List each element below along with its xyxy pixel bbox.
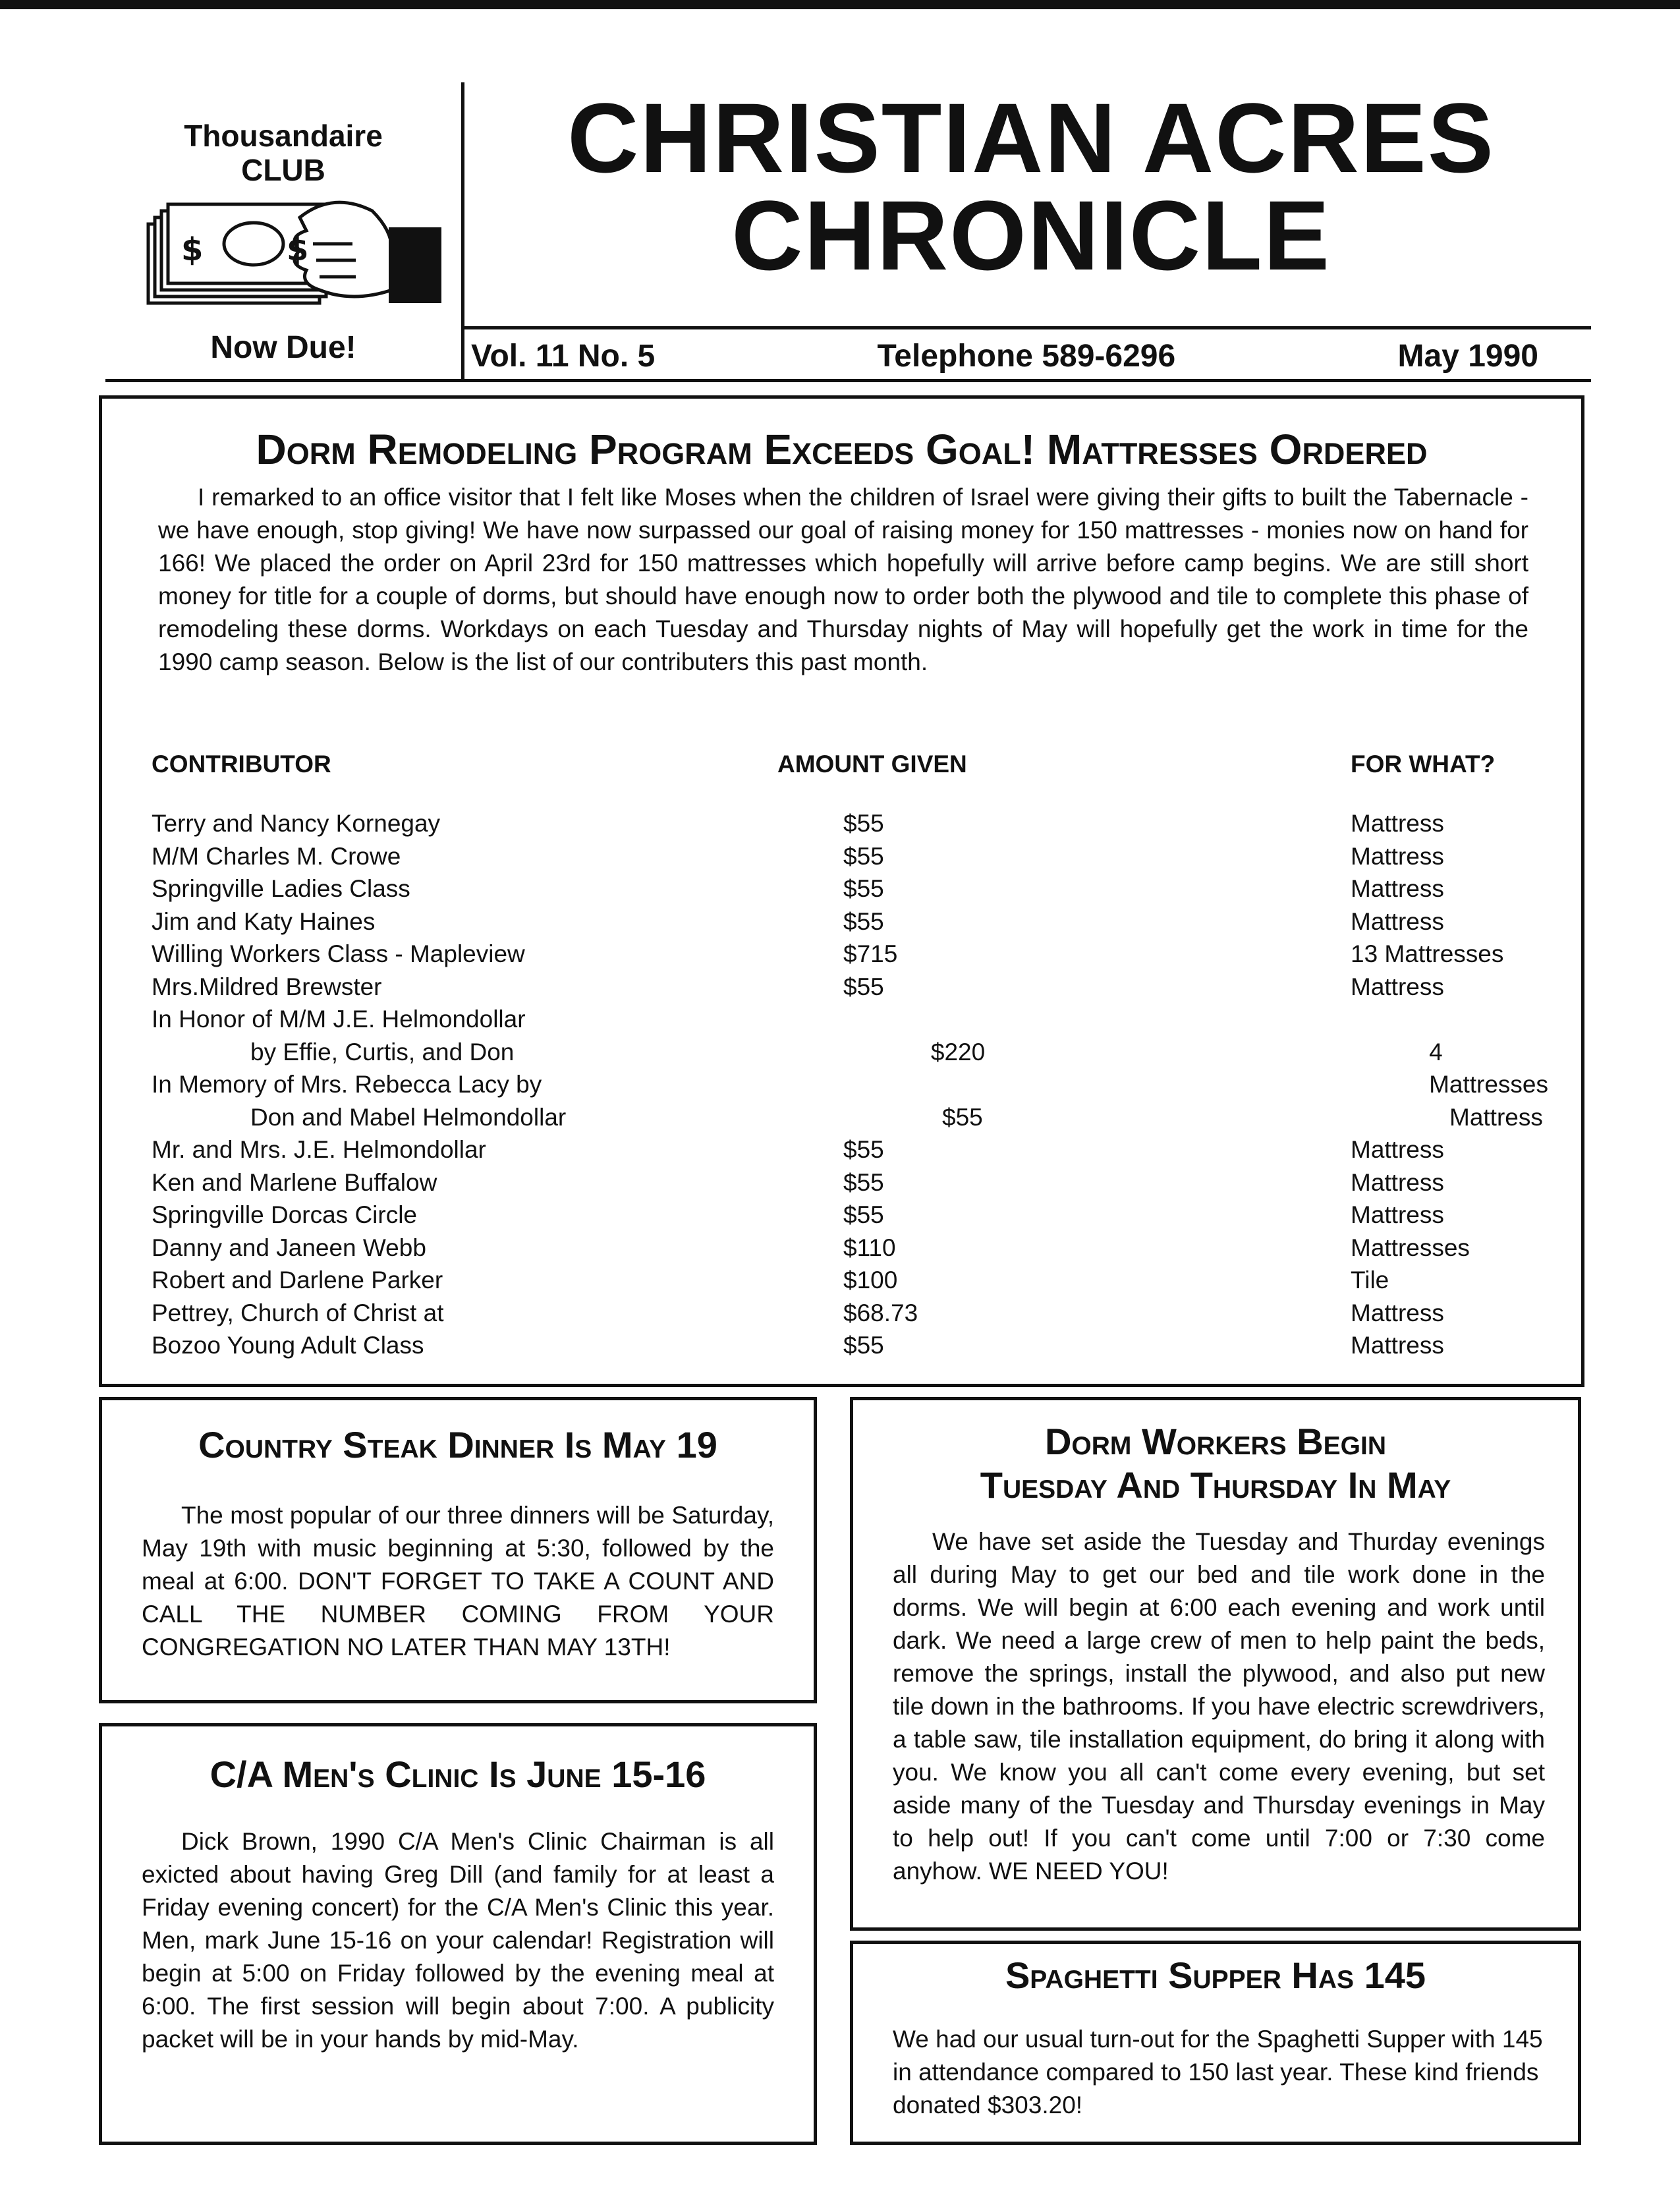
for-what: 4 Mattresses: [1429, 1038, 1548, 1098]
contributor-name: Terry and Nancy Kornegay: [152, 810, 441, 837]
table-row: [152, 1264, 1548, 1297]
contributor-name: Willing Workers Class - Mapleview: [152, 940, 525, 967]
contributor-table: [152, 741, 1548, 1362]
amount-given: $55: [843, 907, 884, 935]
for-what: Mattress: [1351, 1168, 1444, 1196]
contributor-name: In Memory of Mrs. Rebecca Lacy by: [152, 1071, 542, 1098]
for-what: [1351, 1003, 1548, 1036]
for-what: Mattress: [1351, 1332, 1444, 1359]
amount-given: [777, 1003, 1351, 1036]
for-what: Mattress: [1351, 973, 1444, 1000]
telephone: Telephone 589-6296: [877, 338, 1176, 374]
table-row: [152, 1101, 1548, 1134]
amount-given: [777, 1068, 1351, 1101]
amount-given: $220: [930, 1038, 986, 1066]
for-what: [1351, 1068, 1548, 1101]
table-row: [152, 872, 1548, 905]
contributor-name: M/M Charles M. Crowe: [152, 842, 401, 870]
masthead-divider: [461, 82, 464, 379]
contributor-name: Danny and Janeen Webb: [152, 1234, 426, 1261]
amount-given: $55: [843, 1201, 884, 1228]
dorm-workers-body: We have set aside the Tuesday and Thurday evenings all during May to get our bed and tile work done in the dorms. We will begin at 6:00 each evening and work until dark. We need a large crew of men to help paint the beds, remove the springs, install the plywood, and also put new tile down in the bathrooms. If you have electric screwdrivers, a table saw, tile installation equipment, do bring it along with you. We know you all can't come every evening, but set aside many of the Tuesday and Thursday evenings in May to help out! If you can't come until 7:00 or 7:30 come anyhow. WE NEED YOU!: [893, 1528, 1545, 1885]
spaghetti-supper-body: We had our usual turn-out for the Spaghetti Supper with 145 in attendance compared to 150 last year. These kind friends donated $303.20!: [893, 2026, 1543, 2119]
contributor-name: Ken and Marlene Buffalow: [152, 1168, 437, 1196]
amount-given: $55: [843, 1136, 884, 1163]
contributor-name: Mr. and Mrs. J.E. Helmondollar: [152, 1136, 486, 1163]
amount-given: $55: [843, 875, 884, 902]
amount-given: $100: [843, 1266, 898, 1294]
amount-given: $715: [843, 940, 898, 967]
contributor-name: Robert and Darlene Parker: [152, 1266, 443, 1294]
issue-date: May 1990: [1397, 338, 1538, 374]
svg-text:$: $: [181, 231, 204, 268]
header-amount: AMOUNT GIVEN: [777, 751, 967, 778]
top-border: [0, 0, 1680, 9]
thousandaire-club: [99, 119, 468, 187]
club-now-due: Now Due!: [210, 330, 356, 365]
title-line2: CHRONICLE: [731, 180, 1331, 291]
steak-dinner-body: The most popular of our three dinners will be Saturday, May 19th with music beginning at 5:30, followed by the meal at 6:00. DON'T FORGET TO TAKE A COUNT AND CALL THE NUMBER COMING FROM YOUR CONGREGATION NO LATER THAN MAY 13TH!: [142, 1502, 774, 1661]
contributor-name: Don and Mabel Helmondollar: [250, 1103, 567, 1131]
club-title-line2: CLUB: [241, 153, 325, 187]
amount-given: $55: [942, 1103, 983, 1131]
amount-given: $55: [843, 1168, 884, 1196]
dorm-workers-title-line2: Tuesday And Thursday In May: [980, 1464, 1451, 1506]
steak-dinner-title: Country Steak Dinner Is May 19: [198, 1424, 717, 1465]
table-row: [152, 1003, 1548, 1036]
contributor-name: Springville Dorcas Circle: [152, 1201, 418, 1228]
spaghetti-supper-title: Spaghetti Supper Has 145: [1005, 1954, 1426, 1996]
title-line1: CHRISTIAN ACRES: [567, 82, 1495, 193]
amount-given: $110: [843, 1234, 896, 1261]
for-what: Mattress: [1351, 842, 1444, 870]
table-header: [152, 741, 1548, 787]
table-row: [152, 840, 1548, 873]
header-contributor: CONTRIBUTOR: [152, 751, 331, 778]
for-what: Mattress: [1351, 1299, 1444, 1326]
amount-given: $68.73: [843, 1299, 918, 1326]
dorm-workers-title: [853, 1420, 1578, 1507]
table-row: [152, 1166, 1548, 1199]
amount-given: $55: [843, 842, 884, 870]
for-what: Mattress: [1351, 1201, 1444, 1228]
contributor-name: Pettrey, Church of Christ at: [152, 1299, 444, 1326]
volume-number: Vol. 11 No. 5: [471, 338, 656, 374]
table-row: [152, 1068, 1548, 1101]
table-row: [152, 807, 1548, 840]
table-row: [152, 1232, 1548, 1265]
for-what: Mattress: [1351, 907, 1444, 935]
for-what: Mattress: [1351, 1136, 1444, 1163]
contributor-name: Bozoo Young Adult Class: [152, 1332, 424, 1359]
table-row: [152, 1329, 1548, 1362]
club-title-line1: Thousandaire: [184, 119, 383, 153]
table-row: [152, 1133, 1548, 1166]
for-what: Mattress: [1351, 875, 1444, 902]
contributor-name: In Honor of M/M J.E. Helmondollar: [152, 1006, 526, 1033]
amount-given: $55: [843, 810, 884, 837]
newspaper-title: [471, 82, 1591, 291]
mens-clinic-article: [99, 1723, 817, 2145]
masthead-rule: [461, 326, 1591, 329]
dorm-workers-article: [850, 1397, 1581, 1931]
amount-given: $55: [843, 973, 884, 1000]
for-what: Mattress: [1351, 810, 1444, 837]
table-row: [152, 1199, 1548, 1232]
contributor-name: by Effie, Curtis, and Don: [250, 1038, 515, 1066]
for-what: Mattresses: [1351, 1234, 1470, 1261]
svg-text:$: $: [287, 231, 309, 268]
mens-clinic-title: C/A Men's Clinic Is June 15-16: [210, 1753, 706, 1795]
main-article-title: Dorm Remodeling Program Exceeds Goal! Mattresses Ordered: [256, 426, 1428, 473]
table-row: [152, 905, 1548, 938]
table-row: [152, 938, 1548, 971]
main-article: [99, 395, 1584, 1387]
contributor-name: Mrs.Mildred Brewster: [152, 973, 382, 1000]
steak-dinner-article: [99, 1397, 817, 1703]
contributor-name: Springville Ladies Class: [152, 875, 410, 902]
for-what: 13 Mattresses: [1351, 940, 1504, 967]
dorm-workers-title-line1: Dorm Workers Begin: [1044, 1421, 1387, 1462]
contributor-name: Jim and Katy Haines: [152, 907, 376, 935]
table-row: [152, 971, 1548, 1004]
amount-given: $55: [843, 1332, 884, 1359]
header-purpose: FOR WHAT?: [1351, 751, 1496, 778]
issue-rule: [105, 379, 1591, 382]
for-what: Tile: [1351, 1266, 1389, 1294]
issue-info-row: [471, 333, 1538, 379]
table-row: [152, 1297, 1548, 1330]
spaghetti-supper-article: [850, 1941, 1581, 2145]
mens-clinic-body: Dick Brown, 1990 C/A Men's Clinic Chairman is all exicted about having Greg Dill (and family for at least a Friday evening concert) for the C/A Men's Clinic this year. Men, mark June 15-16 on your calendar! Registration will begin at 5:00 on Friday followed by the evening meal at 6:00. The first session will begin about 7:00. A publicity packet will be in your hands by mid-May.: [142, 1828, 774, 2053]
hand-with-money-icon: [135, 191, 451, 320]
main-article-body: I remarked to an office visitor that I felt like Moses when the children of Israel were giving their gifts to built the Tabernacle - we have enough, stop giving! We have now surpassed our goal of raising money for 150 mattresses - monies now on hand for 166! We placed the order on April 23rd for 150 mattresses which hopefully will arrive before camp begins. We are still short money for title for a couple of dorms, but should have enough now to order both the plywood and tile to complete this phase of remodeling these dorms. Workdays on each Tuesday and Thursday nights of May will hopefully get the work in time for the 1990 camp season. Below is the list of our contributers this past month.: [158, 484, 1528, 675]
for-what: Mattress: [1449, 1103, 1543, 1131]
